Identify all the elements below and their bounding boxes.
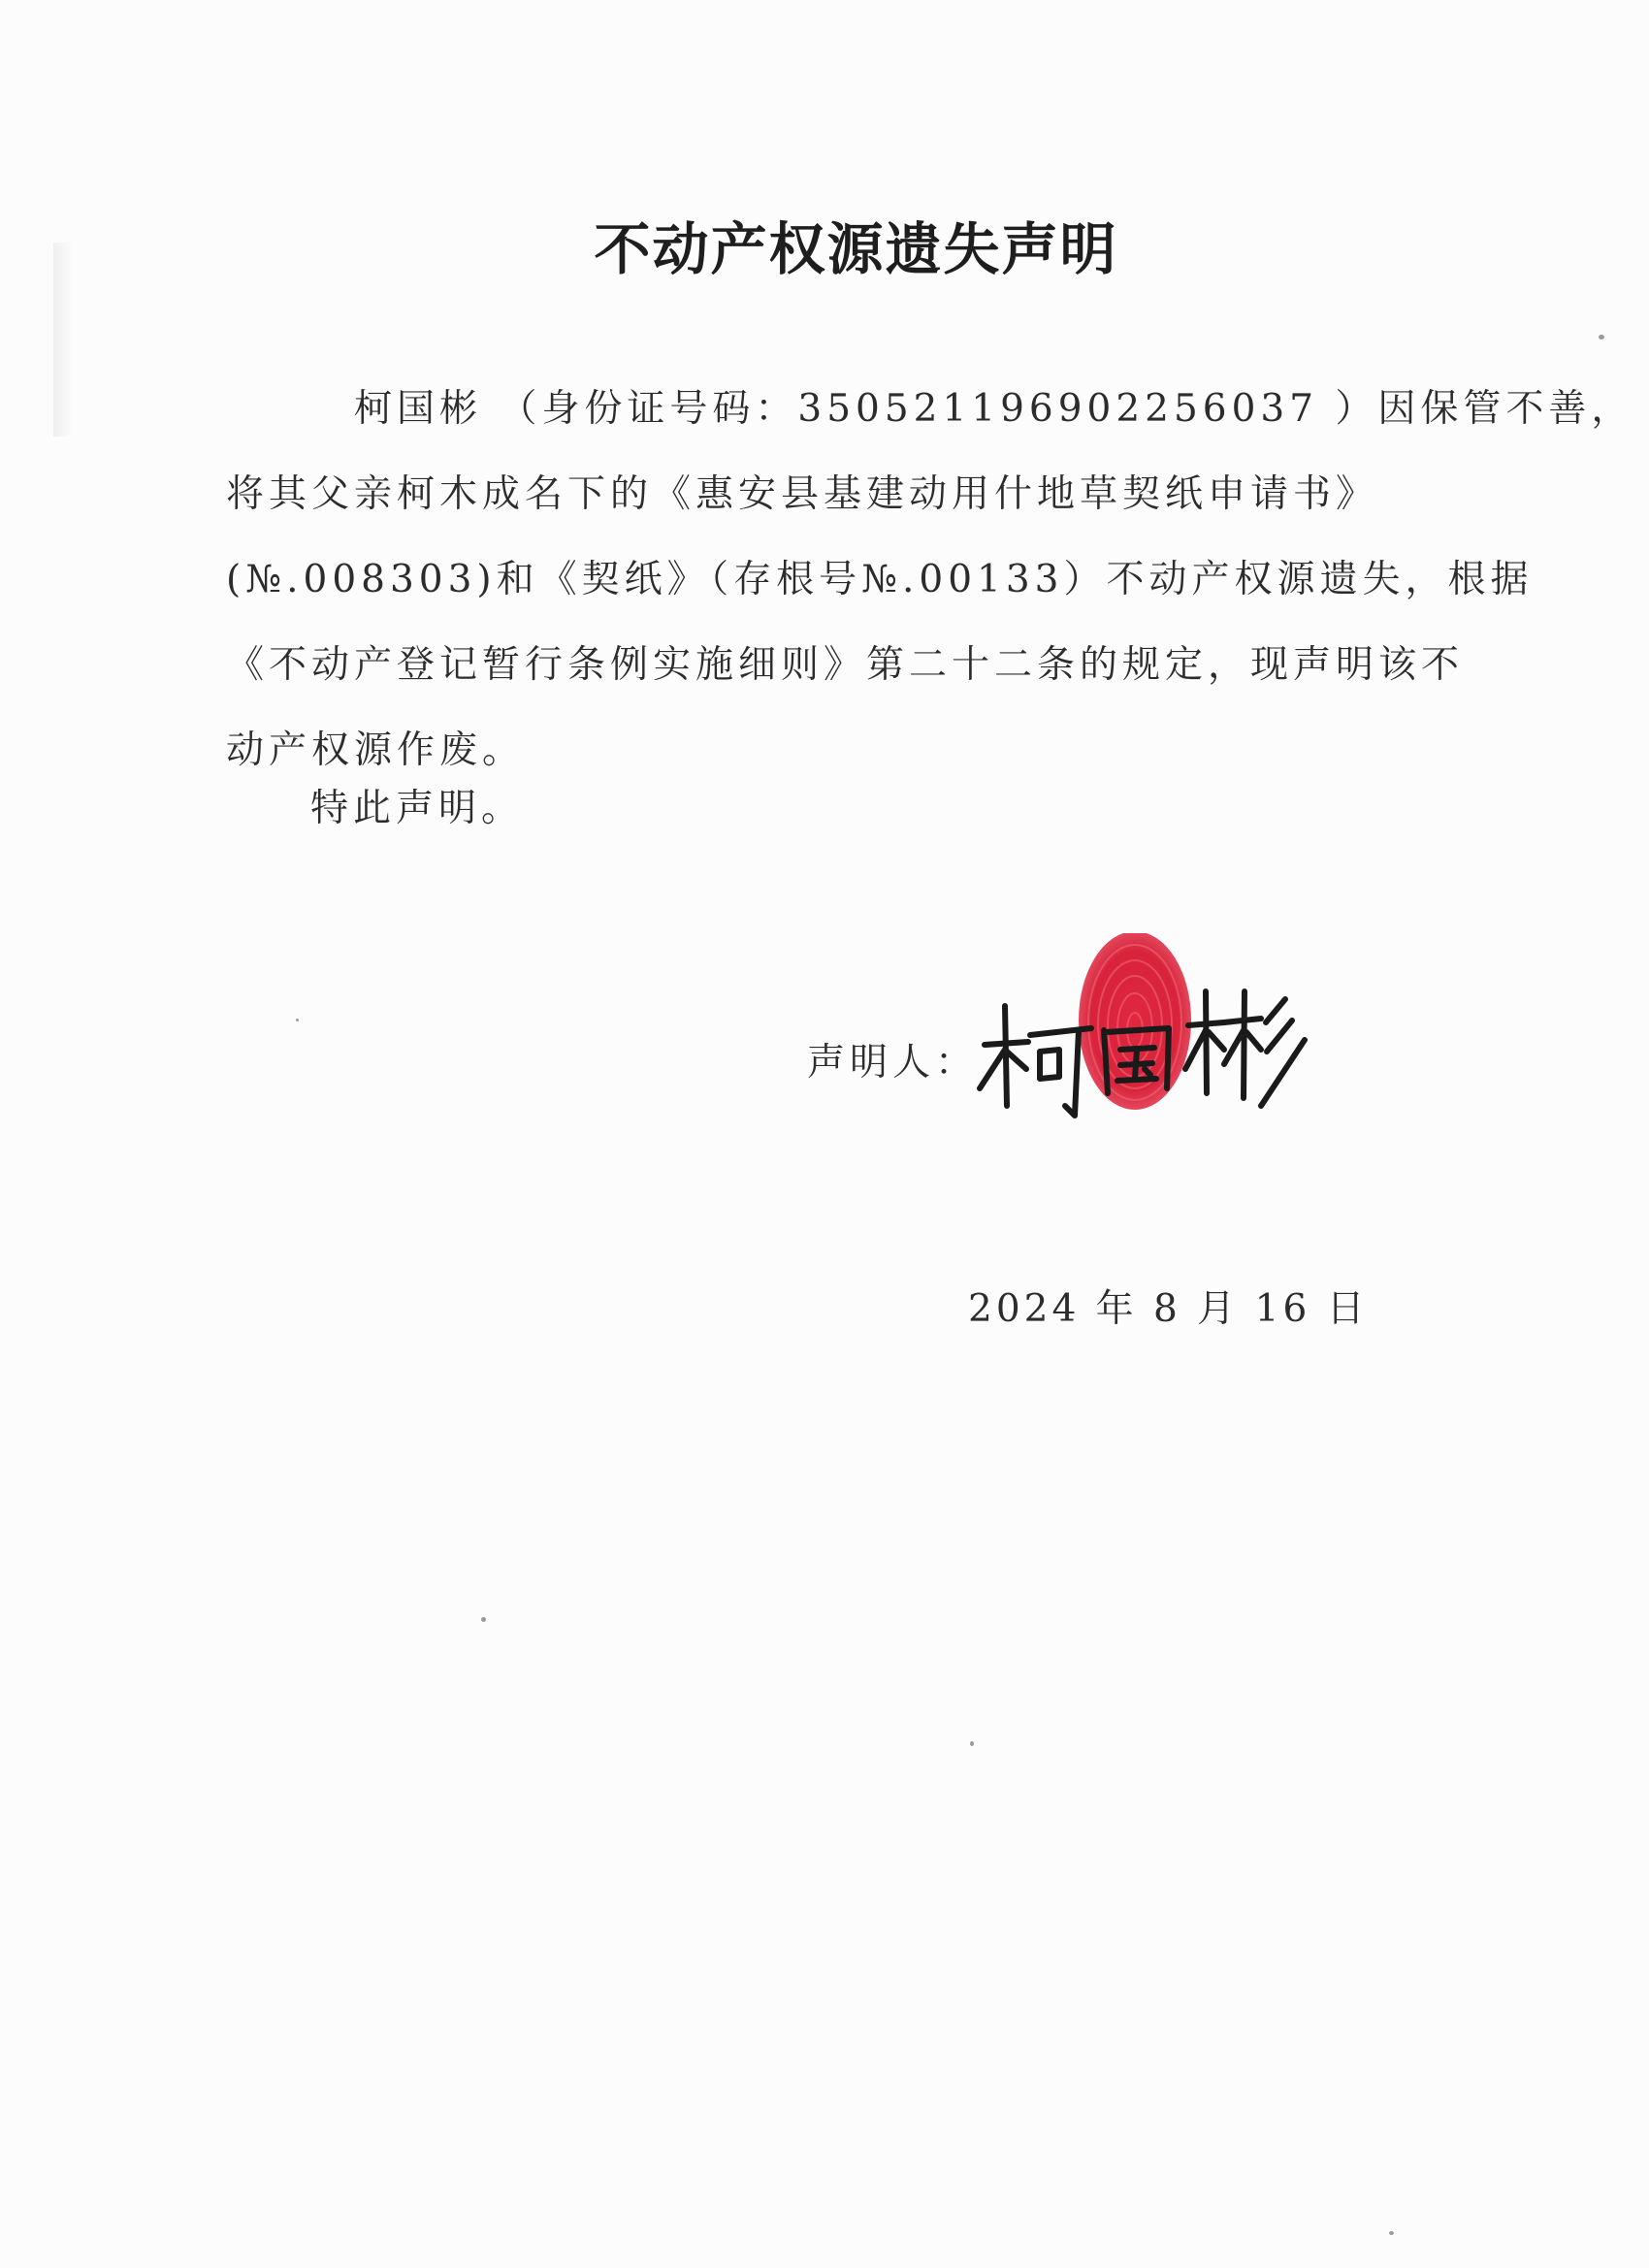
body-line-2: 将其父亲柯木成名下的《惠安县基建动用什地草契纸申请书》 (226, 472, 1379, 516)
handwritten-signature (970, 933, 1339, 1127)
signature-char-1 (980, 1006, 1091, 1116)
document-title: 不动产权源遗失声明 (594, 216, 1118, 282)
body-line-5: 动产权源作废。 (226, 729, 526, 772)
body-line-3: (№.008303)和《契纸》（存根号№.00133）不动产权源遗失，根据 (226, 558, 1534, 601)
scan-speck (1389, 2231, 1394, 2235)
signer-label: 声明人： (807, 1041, 979, 1085)
scan-speck (481, 1617, 486, 1622)
scan-speck (970, 1741, 974, 1746)
fingerprint (1079, 933, 1191, 1110)
declaration-date: 2024 年 8 月 16 日 (968, 1287, 1369, 1331)
body-line-4: 《不动产登记暂行条例实施细则》第二十二条的规定，现声明该不 (226, 643, 1465, 687)
closing-line: 特此声明。 (310, 787, 525, 830)
body-line-1: 柯国彬 （身份证号码：350521196902256037 ）因保管不善， (354, 387, 1634, 431)
scan-speck (1599, 335, 1604, 340)
scan-speck (296, 1019, 299, 1021)
signature-char-3 (1185, 991, 1305, 1106)
